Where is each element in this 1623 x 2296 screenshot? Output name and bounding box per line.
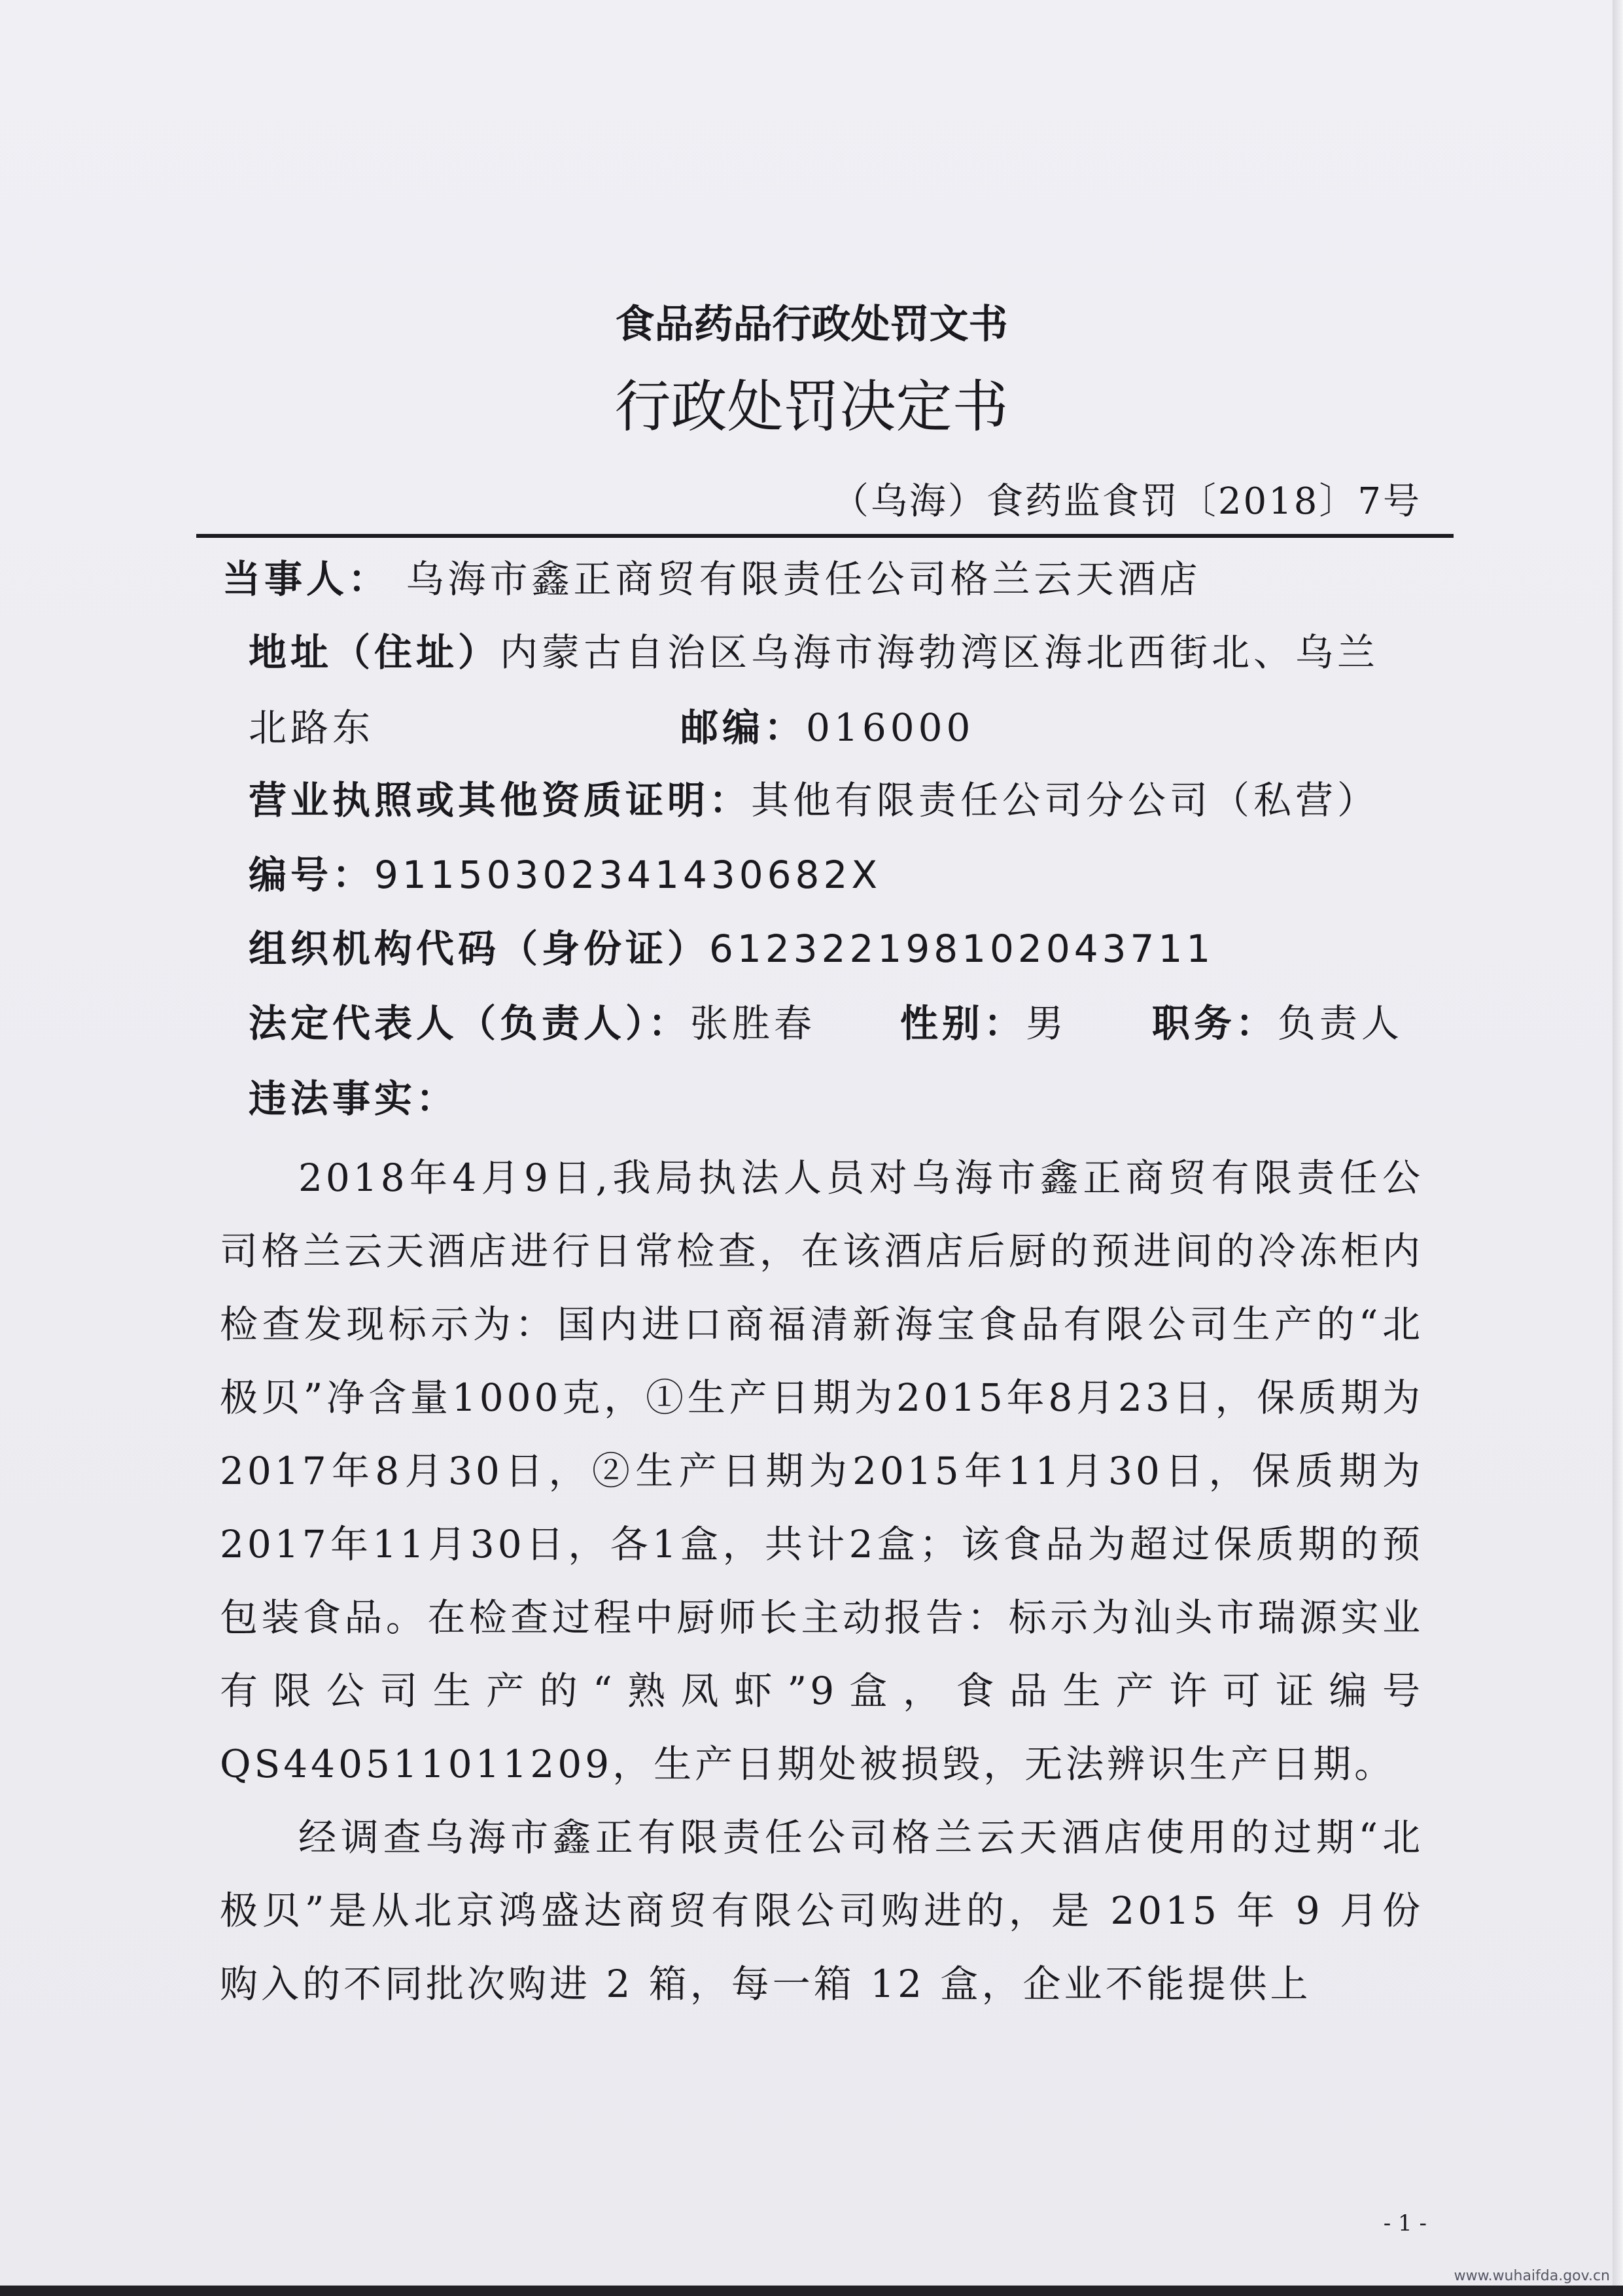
site-watermark: www.wuhaifda.gov.cn [1454,2268,1610,2284]
address-label: 地址（住址） [249,630,500,675]
scan-bottom-strip [0,2286,1623,2296]
gender-value: 男 [1025,1001,1068,1046]
license-line [249,769,1379,824]
document-number: （乌海）食药监食罚〔2018〕7号 [831,480,1422,523]
address-line [249,622,1379,677]
representative-name: 张胜春 [690,1001,816,1046]
license-number-line [249,844,881,899]
org-code-line [249,918,1214,973]
org-code-label: 组织机构代码（身份证） [249,927,710,971]
license-value: 其他有限责任公司分公司（私营） [751,778,1380,822]
postcode-value: 016000 [806,705,975,750]
document-type-heading: 食品药品行政处罚文书 [615,302,1008,347]
representative-line [249,993,1403,1048]
facts-paragraph-2: 经调查乌海市鑫正有限责任公司格兰云天酒店使用的过期“北极贝”是从北京鸿盛达商贸有限公司购进的，是 2015 年 9 月份购入的不同批次购进 2 箱，每一箱 12 盒，企业不能提供上 [220,1815,1423,2006]
violation-facts-label: 违法事实： [249,1076,459,1121]
party-name: 乌海市鑫正商贸有限责任公司格兰云天酒店 [406,557,1202,601]
license-number-value: 91150302341430682X [374,853,882,897]
party-label: 当事人： [222,557,391,601]
postcode-label: 邮编： [680,705,807,750]
document-title: 行政处罚决定书 [614,374,1009,440]
representative-label: 法定代表人（负责人）： [249,1001,691,1046]
page-number: - 1 - [1383,2210,1427,2236]
facts-paragraph-1: 2018年4月9日,我局执法人员对乌海市鑫正商贸有限责任公司格兰云天酒店进行日常检查，在该酒店后厨的预进间的冷冻柜内检查发现标示为：国内进口商福清新海宝食品有限公司生产的“北极贝”净含量1000克，①生产日期为2015年8月23日，保质期为2017年8月30日，②生产日期为2015年11月30日，保质期为2017年11月30日，各1盒，共计2盒；该食品为超过保质期的预包装食品。在检查过程中厨师长主动报告：标示为汕头市瑞源实业有限公司生产的“熟凤虾”9盒，食品生产许可证编号QS440511011209，生产日期处被损毁，无法辨识生产日期。 [220,1156,1423,1786]
postcode-line [680,697,974,752]
position-value: 负责人 [1277,1001,1403,1046]
position-label: 职务： [1151,1001,1278,1046]
org-code-value: 612322198102043711 [709,927,1215,971]
address-line-2: 北路东 [249,705,375,750]
header-divider [196,534,1454,538]
address-value: 内蒙古自治区乌海市海勃湾区海北西街北、乌兰 [500,630,1380,675]
party-line [222,548,1201,603]
license-number-label: 编号： [249,853,375,897]
license-label: 营业执照或其他资质证明： [249,778,752,822]
gender-label: 性别： [899,1001,1026,1046]
scan-edge [1613,0,1623,2296]
